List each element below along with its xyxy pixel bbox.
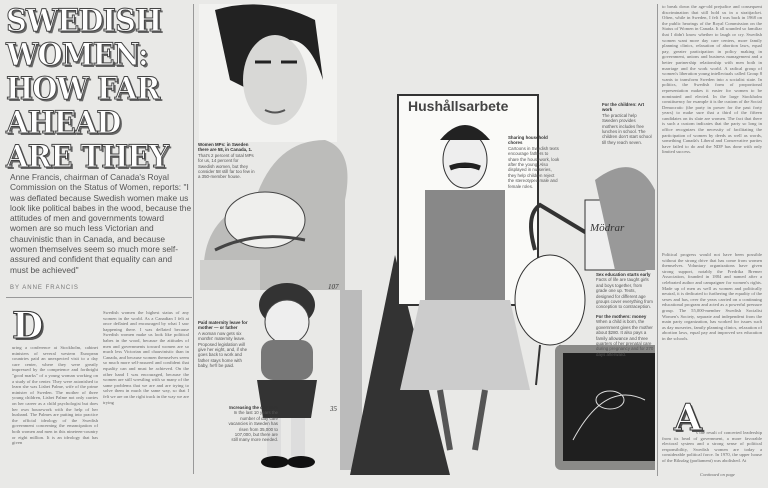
body-column-1: uring a conference at Stockholm, cabinet ministers of several western European countries paid an unexpected visit to a day care center, where they were greatly impressed by the competence and forthright "good marks" of a young woman working on a study of the center. They were astonished to learn she was Lisbet Palme, wife of the prime minister of Sweden. The mother of three young children, Lisbet Palme not only carries on her career as a child psychologist but does her own housework with the help of her husband. The Palmes are putting into practice the official ideology of the Swedish government concerning the emancipation of both women and men in this nineteen-country or eight million. It is an ideology that has given [12,345,98,446]
headline: SWEDISH WOMEN: HOW FAR AHEAD ARE THEY [6,3,169,175]
sign-label: Hushållsarbete [408,98,509,114]
chalkboard-illustration [555,345,655,470]
body-column-5: s the result of concerted leadership from its head of government, a more favorable electoral system and a strong sense of political responsibility, Swedish women are today a considerable political force. In 1970, the upper house of the Riksdag (parliament) was abolished. At [662,430,762,463]
caption-mothers: For the mothers: money When a child is born, the government gives the mother about $280. It also pays a family allowance and three quarters of her prenatal care during pregnancy and for 270 days afterward. [596,314,654,357]
right-column-divider [657,4,658,476]
drop-cap-a: A [674,397,702,439]
body-column-2: Swedish women the highest status of any women in the world. As a Canadian I felt at once deflated and encouraged by what I saw happening there. I was deflated because Swedish women make us look like political babes in the wood, because the attitudes of men and governments toward women are so much less Victorian and chauvinistic than in Canada, and because women themselves seem so much more self-assured and confident that equality can and must be achieved. On the other hand I was encouraged, because the women are still wrestling with so many of the same problems that we are and are trying to solve them in much the same way, so that I felt we are on the right track in the way we are trying [103,310,189,405]
body-column-3: to break down the age-old prejudice and consequent discrimination that still hold us in a straitjacket. Often, while in Sweden, I felt I was back in 1968 on the public hearings of the Royal Commission on the Status of Women in Canada. It all sounded so familiar that I didn't know whether to laugh or cry. Swedish women want more day care centers, more family planning clinics, relaxation of abortion laws, equal pay, greater participation in policy making in government, unions and business management and a better partnership relationship with men both in marriage and the work world. A radical group of women's liberation young intellectuals called Group 8 wants to transform Sweden into a socialist state. In politics, the Swedish form of proportional representation makes it easier for women to be nominated and elected. In the large Stockholm constituency for example it is the custom of the Social Democratic (the party in power for the past forty years) to make sure that a third of the fifteen candidates on its slate are women. The fact that there is such a custom indicates that the party so long in office recognizes the necessity of facilitating the participation of women by deeds as well as words, something Canada's Liberal and Conservative parties have failed to do and the NDP has done with only limited success. [662,4,762,155]
caption-maternity: Paid maternity leave for mother — or father A woman now gets six months' maternity leave. Proposed legislation will give her eight, and, if she goes back to work and father stays home with baby, he'll be paid. [198,320,248,369]
divider [6,297,192,298]
portrait-illustration [199,4,337,142]
caption-household: Sharing household chores Cartoons in Swedish texts encourage fathers to share the housework, look after the young. Also displayed in nurseries, they help children reject the stereotyped male and female roles. [508,135,560,189]
deck: Anne Francis, chairman of Canada's Royal Commission on the Status of Women, reports: "I was deflated because Swedish women make us look like political babes in the wood, because the attitudes of men and governments toward women are so much less Victorian and chauvinistic than in Canada, and because women themselves seem so much more self-assured and confident that equality can and must be achieved" [10,172,192,275]
byline: BY ANNE FRANCIS [10,285,79,291]
caption-daycare: Increasing the day care In the last 10 years the number of day care vacancies in Sweden has risen from 35,000 to 107,000, but there are still many more needed. [228,405,278,443]
drop-cap: D [12,305,44,347]
caption-sex-education: Sex education starts early Facts of life are taught girls and boys together, from grade one up. Texts, designed for different age groups cover everything from conception to contraception. [596,272,653,310]
caption-mps: Women MPs: in Sweden there are 58, in Canada, 1. That's 2 percent of total MPs for us, 14 percent for Swedish women, but they consider 58 still far too few in a 350-member house. [198,142,255,180]
marker-35: 35 [330,405,337,413]
column-divider [193,4,194,474]
caption-children: For the children: Art work The practical help Sweden provides mothers includes free lunches in school. The children don't start school till they reach seven. [602,102,652,145]
body-column-4: Political progress would not have been possible without the strong drive that has come from women themselves. Voluntary organizations have given strong support, notably the Fredrika Bremer Association, founded in 1884 and named after a celebrated author and campaigner for women's rights. Made up of men as well as women and politically neutral, it is dedicated to furthering the equality of the sexes and has, over the years carried on a continuing educational program and acted as a powerful pressure group. The 55,000-member Swedish Socialist Women's Society, separate and independent from the main party organization, has worked for issues such as day nurseries, family planning clinics, relaxation of abortion laws, equal pay and improved sex education in the schools. [662,252,762,341]
marker-107: 107 [328,283,339,291]
continued-note: Continued on page [700,472,735,477]
chalk-label: Mödrar [590,222,625,234]
